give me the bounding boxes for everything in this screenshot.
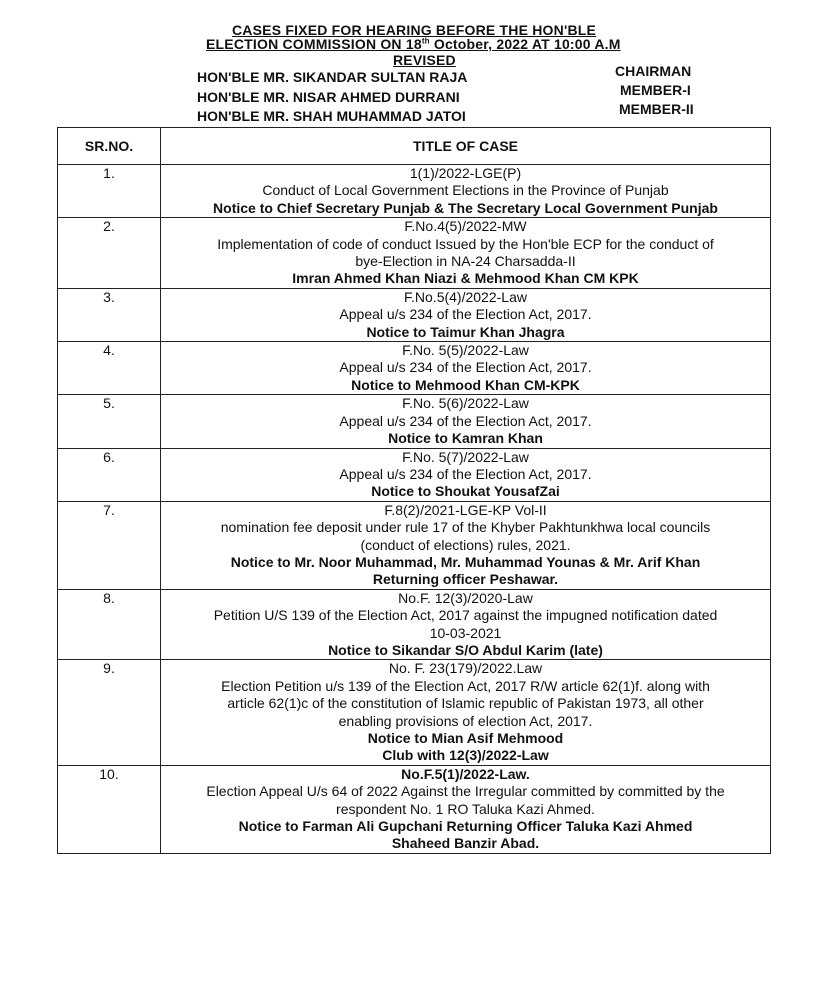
case-detail-line: Appeal u/s 234 of the Election Act, 2017. <box>339 359 592 376</box>
case-detail-line: Election Petition u/s 139 of the Election Act, 2017 R/W article 62(1)f. along with <box>221 677 710 694</box>
case-title-cell <box>161 660 771 765</box>
case-detail-line: F.No.5(4)/2022-Law <box>404 288 527 305</box>
case-notice-line: Notice to Mehmood Khan CM-KPK <box>351 376 580 393</box>
case-detail-line: F.8(2)/2021-LGE-KP Vol-II <box>384 501 547 518</box>
header-title-of-case: TITLE OF CASE <box>161 128 771 165</box>
case-detail-line: Implementation of code of conduct Issued by the Hon'ble ECP for the conduct of <box>217 235 714 252</box>
case-notice-line: Notice to Taimur Khan Jhagra <box>366 323 565 340</box>
title-date-prefix: ELECTION COMMISSION ON 18 <box>206 36 422 52</box>
case-detail-line: Conduct of Local Government Elections in the Province of Punjab <box>262 182 669 199</box>
sr-no-cell: 8. <box>58 589 161 660</box>
case-notice-line: Notice to Kamran Khan <box>388 430 543 447</box>
case-notice-line: Notice to Shoukat YousafZai <box>371 483 560 500</box>
case-notice-line: Shaheed Banzir Abad. <box>391 835 540 852</box>
case-title-cell <box>161 342 771 395</box>
title-date-suffix: October, 2022 AT 10:00 A.M <box>429 36 621 52</box>
case-notice-line: Notice to Farman Ali Gupchani Returning Officer Taluka Kazi Ahmed <box>238 818 693 835</box>
table-row <box>58 765 771 853</box>
revised-label: REVISED <box>393 52 456 68</box>
sr-no-cell: 10. <box>58 765 161 853</box>
case-detail-line: F.No. 5(5)/2022-Law <box>402 342 529 359</box>
case-notice-line: Notice to Mr. Noor Muhammad, Mr. Muhammad Younas & Mr. Arif Khan <box>230 553 701 570</box>
case-detail-line: article 62(1)c of the constitution of Islamic republic of Pakistan 1973, all other <box>227 695 704 712</box>
case-detail-line: 1(1)/2022-LGE(P) <box>409 165 522 181</box>
table-header-row <box>58 128 771 165</box>
header-sr-no: SR.NO. <box>58 128 161 165</box>
title-date-superscript: th <box>421 36 430 46</box>
case-title-cell <box>161 501 771 589</box>
case-detail-line: Appeal u/s 234 of the Election Act, 2017. <box>339 306 592 323</box>
sr-no-cell: 1. <box>58 165 161 218</box>
sr-no-cell: 4. <box>58 342 161 395</box>
case-detail-line: Petition U/S 139 of the Election Act, 2017 against the impugned notification dated <box>213 607 718 624</box>
document-title-line-2 <box>206 36 621 52</box>
case-detail-line: Appeal u/s 234 of the Election Act, 2017. <box>339 412 592 429</box>
case-title-cell <box>161 395 771 448</box>
case-detail-line: No.F. 12(3)/2020-Law <box>398 589 533 606</box>
case-notice-line: Notice to Sikandar S/O Abdul Karim (late) <box>328 641 603 658</box>
sr-no-cell: 7. <box>58 501 161 589</box>
case-detail-line: Election Appeal U/s 64 of 2022 Against the Irregular committed by committed by the <box>206 783 725 800</box>
table-row <box>58 395 771 448</box>
case-title-cell <box>161 218 771 289</box>
table-row <box>58 288 771 341</box>
case-detail-line: No. F. 23(179)/2022.Law <box>388 660 543 677</box>
sr-no-cell: 3. <box>58 288 161 341</box>
table-row <box>58 501 771 589</box>
case-detail-line: nomination fee deposit under rule 17 of the Khyber Pakhtunkhwa local councils <box>220 519 711 536</box>
sr-no-cell: 6. <box>58 448 161 501</box>
case-detail-line: respondent No. 1 RO Taluka Kazi Ahmed. <box>336 800 595 817</box>
case-title-cell <box>161 448 771 501</box>
member-role-1: CHAIRMAN <box>615 63 692 79</box>
case-notice-line: Notice to Chief Secretary Punjab & The Secretary Local Government Punjab <box>213 199 718 216</box>
case-detail-line: F.No. 5(7)/2022-Law <box>402 448 529 465</box>
case-detail-line: bye-Election in NA-24 Charsadda-II <box>355 253 576 270</box>
case-detail-line: (conduct of elections) rules, 2021. <box>360 536 571 553</box>
case-title-cell <box>161 165 771 218</box>
member-role-3: MEMBER-II <box>619 101 694 117</box>
case-notice-line: Club with 12(3)/2022-Law <box>382 747 549 764</box>
member-name-1: HON'BLE MR. SIKANDAR SULTAN RAJA <box>197 69 468 85</box>
case-notice-line: No.F.5(1)/2022-Law. <box>401 765 530 782</box>
case-title-cell <box>161 765 771 853</box>
member-role-2: MEMBER-I <box>620 82 691 98</box>
sr-no-cell: 2. <box>58 218 161 289</box>
table-row <box>58 218 771 289</box>
case-detail-line: 10-03-2021 <box>429 624 502 641</box>
table-row <box>58 589 771 660</box>
sr-no-cell: 5. <box>58 395 161 448</box>
case-detail-line: Appeal u/s 234 of the Election Act, 2017. <box>339 465 592 482</box>
table-row <box>58 165 771 218</box>
case-title-cell <box>161 288 771 341</box>
case-detail-line: enabling provisions of election Act, 2017. <box>338 712 593 729</box>
document-title-line-1: CASES FIXED FOR HEARING BEFORE THE HON'BLE <box>232 22 597 38</box>
case-notice-line: Returning officer Peshawar. <box>372 571 559 588</box>
member-name-3: HON'BLE MR. SHAH MUHAMMAD JATOI <box>197 108 466 124</box>
table-row <box>58 342 771 395</box>
table-row <box>58 448 771 501</box>
case-notice-line: Imran Ahmed Khan Niazi & Mehmood Khan CM KPK <box>292 270 639 287</box>
cases-table <box>57 127 771 854</box>
case-detail-line: F.No.4(5)/2022-MW <box>404 218 527 235</box>
case-detail-line: F.No. 5(6)/2022-Law <box>402 395 529 412</box>
case-title-cell <box>161 589 771 660</box>
table-row <box>58 660 771 765</box>
sr-no-cell: 9. <box>58 660 161 765</box>
case-notice-line: Notice to Mian Asif Mehmood <box>367 730 564 746</box>
member-name-2: HON'BLE MR. NISAR AHMED DURRANI <box>197 89 460 105</box>
table-body <box>58 165 771 854</box>
